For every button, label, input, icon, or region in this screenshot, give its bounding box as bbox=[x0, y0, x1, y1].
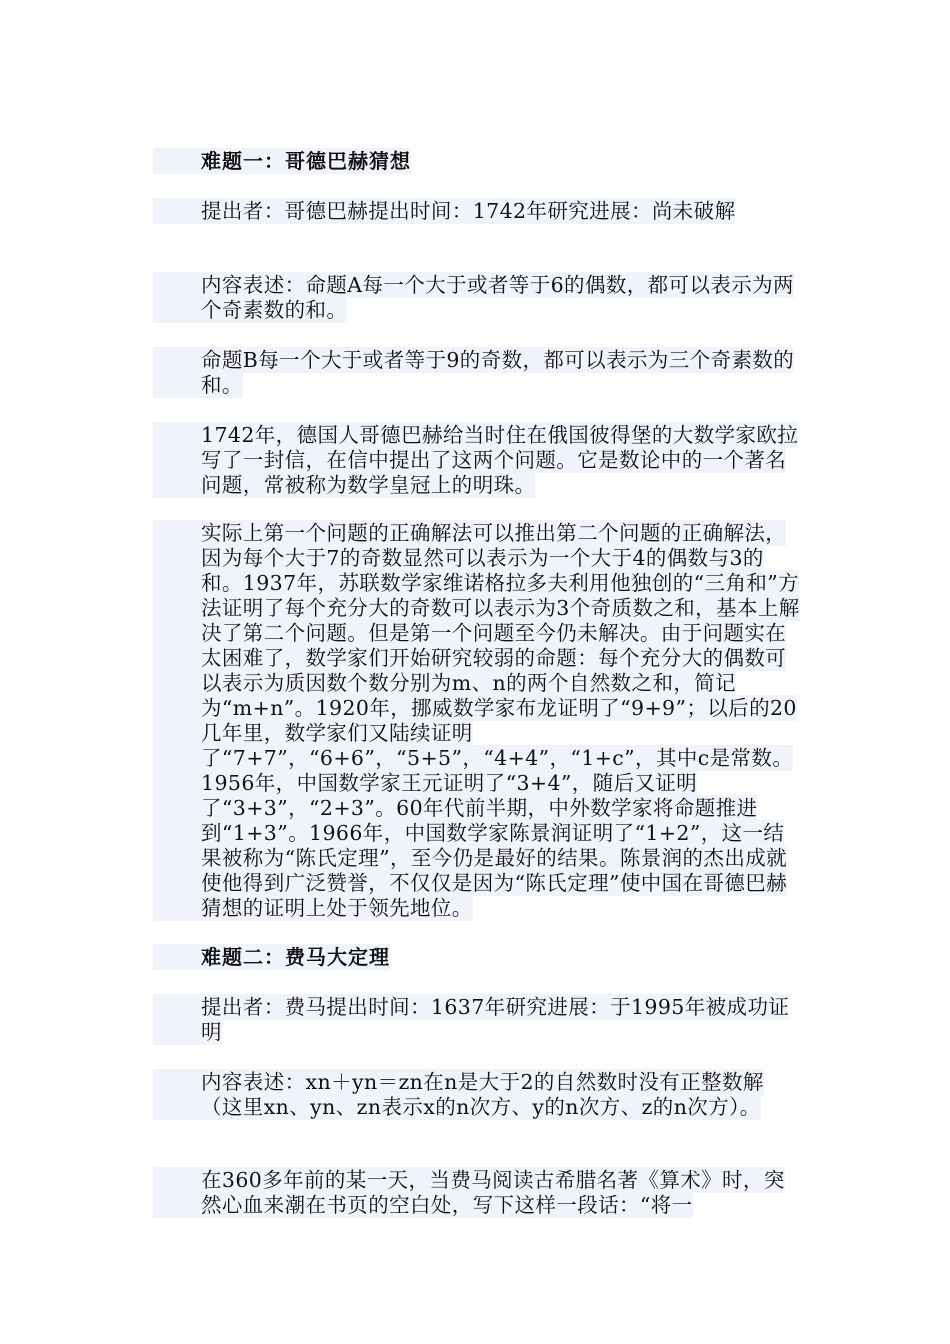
goldbach-statement-b-paragraph: 命题B每一个大于或者等于9的奇数，都可以表示为三个奇素数的和。 bbox=[153, 348, 805, 398]
section-heading-goldbach: 难题一：哥德巴赫猜想 bbox=[153, 149, 805, 174]
fermat-meta-paragraph: 提出者：费马提出时间：1637年研究进展：于1995年被成功证明 bbox=[153, 995, 805, 1045]
section-heading-fermat: 难题二：费马大定理 bbox=[153, 945, 805, 970]
goldbach-statement-a-paragraph: 内容表述：命题A每一个大于或者等于6的偶数，都可以表示为两个奇素数的和。 bbox=[153, 273, 805, 323]
goldbach-history-paragraph: 1742年，德国人哥德巴赫给当时住在俄国彼得堡的大数学家欧拉写了一封信，在信中提出了这两个问题。它是数论中的一个著名问题，常被称为数学皇冠上的明珠。 bbox=[153, 423, 805, 498]
goldbach-meta-paragraph: 提出者：哥德巴赫提出时间：1742年研究进展：尚未破解 bbox=[153, 199, 805, 224]
fermat-statement-paragraph: 内容表述：xn＋yn＝zn在n是大于2的自然数时没有正整数解（这里xn、yn、zn表示x的n次方、y的n次方、z的n次方）。 bbox=[153, 1070, 805, 1120]
fermat-story-paragraph: 在360多年前的某一天，当费马阅读古希腊名著《算术》时，突然心血来潮在书页的空白处，写下这样一段话：“将一 bbox=[153, 1168, 805, 1218]
goldbach-progress-paragraph: 实际上第一个问题的正确解法可以推出第二个问题的正确解法，因为每个大于7的奇数显然可以表示为一个大于4的偶数与3的和。1937年，苏联数学家维诺格拉多夫利用他独创的“三角和”方法证明了每个充分大的奇数可以表示为3个奇质数之和，基本上解决了第二个问题。但是第一个问题至今仍未解决。由于问题实在太困难了，数学家们开始研究较弱的命题：每个充分大的偶数可以表示为质因数个数分别为m、n的两个自然数之和，简记为“m+n”。1920年，挪威数学家布龙证明了“9+9”；以后的20几年里，数学家们又陆续证明了“7+7”，“6+6”，“5+5”，“4+4”，“1+c”，其中c是常数。1956年，中国数学家王元证明了“3+4”，随后又证明了“3+3”，“2+3”。60年代前半期，中外数学家将命题推进到“1+3”。1966年，中国数学家陈景润证明了“1+2”，这一结果被称为“陈氏定理”，至今仍是最好的结果。陈景润的杰出成就使他得到广泛赞誉，不仅仅是因为“陈氏定理”使中国在哥德巴赫猜想的证明上处于领先地位。 bbox=[153, 521, 805, 921]
